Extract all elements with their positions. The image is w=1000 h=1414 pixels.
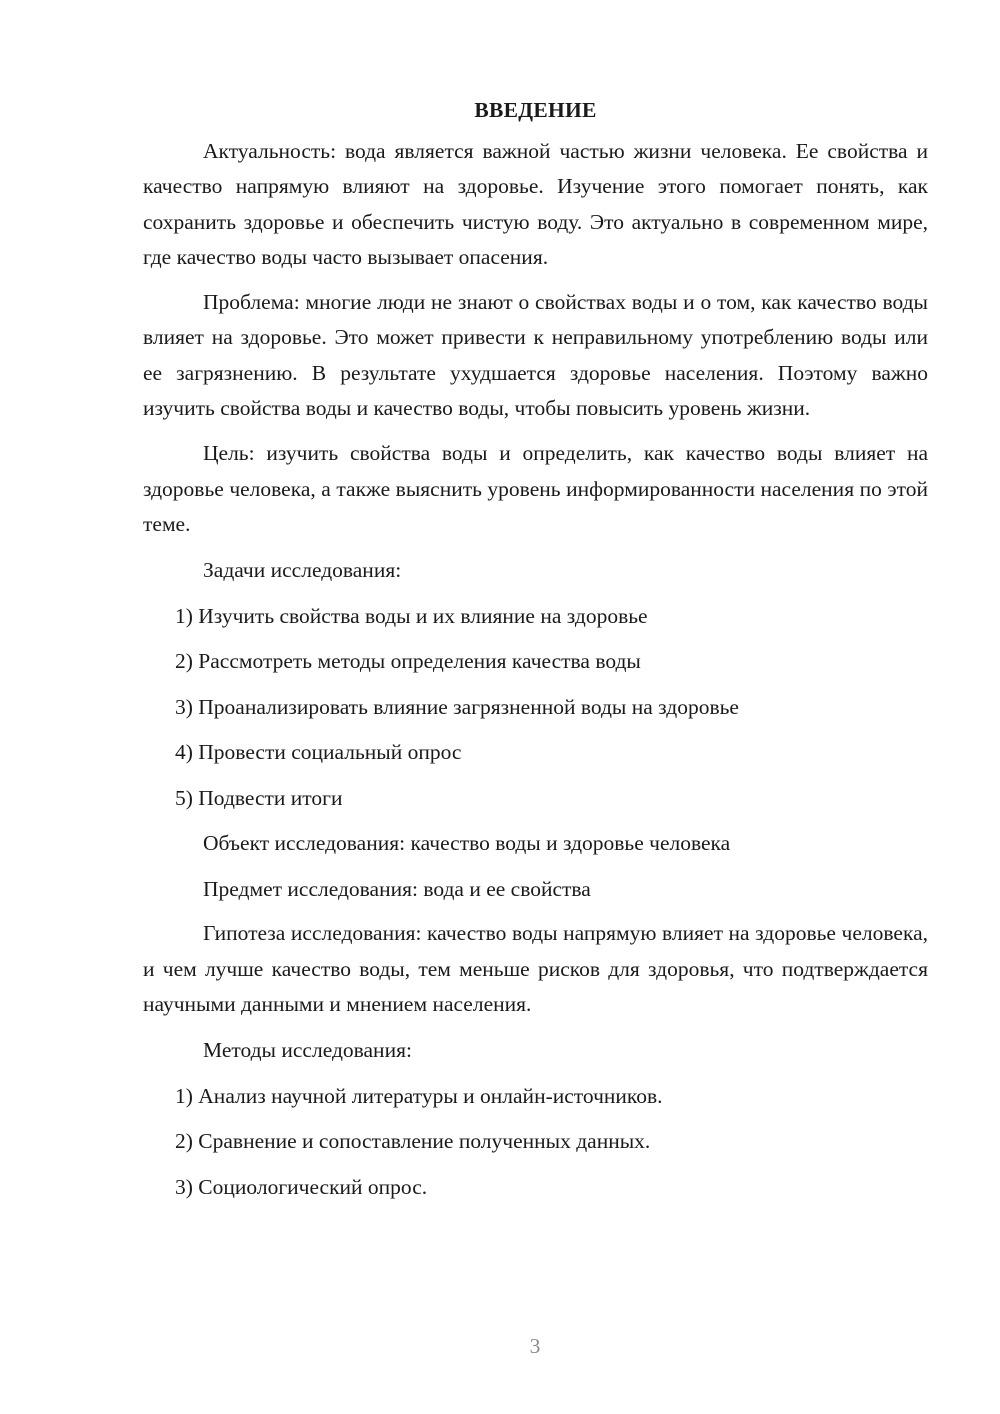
tasks-heading: Задачи исследования: [203, 558, 402, 583]
list-item: 3) Проанализировать влияние загрязненной воды на здоровье [175, 694, 739, 719]
hypothesis-paragraph: Гипотеза исследования: качество воды напрямую влияет на здоровье человека, и чем лучше качество воды, тем меньше рисков для здоровья, что подтверждается научными данными и мнением населения. [143, 921, 928, 1016]
methods-heading: Методы исследования: [203, 1038, 412, 1063]
methods-list [143, 1078, 928, 1205]
page-title: ВВЕДЕНИЕ [474, 98, 597, 122]
research-subject: Предмет исследования: вода и ее свойства [203, 876, 591, 901]
research-object: Объект исследования: качество воды и здоровье человека [203, 831, 731, 856]
goal-paragraph: Цель: изучить свойства воды и определить, как качество воды влияет на здоровье человека, а также выяснить уровень информированности населения по этой теме. [143, 441, 928, 536]
list-item: 2) Рассмотреть методы определения качества воды [175, 649, 641, 674]
relevance-paragraph: Актуальность: вода является важной частью жизни человека. Ее свойства и качество напрямую влияют на здоровье. Изучение этого помогает понять, как сохранить здоровье и обеспечить чистую воду. Это актуально в современном мире, где качество воды часто вызывает опасения. [143, 139, 928, 269]
tasks-list [143, 598, 928, 816]
list-item: 2) Сравнение и сопоставление полученных данных. [175, 1129, 651, 1154]
list-item: 5) Подвести итоги [175, 785, 343, 810]
page-number: 3 [529, 1334, 541, 1358]
list-item: 1) Анализ научной литературы и онлайн-источников. [175, 1083, 663, 1108]
list-item: 1) Изучить свойства воды и их влияние на здоровье [175, 603, 648, 628]
list-item: 4) Провести социальный опрос [175, 740, 462, 765]
problem-paragraph: Проблема: многие люди не знают о свойствах воды и о том, как качество воды влияет на здоровье. Это может привести к неправильному употреблению воды или ее загрязнению. В результате ухудшается здоровье населения. Поэтому важно изучить свойства воды и качество воды, чтобы повысить уровень жизни. [143, 290, 928, 421]
list-item: 3) Социологический опрос. [175, 1174, 428, 1199]
document-page [143, 92, 928, 1214]
